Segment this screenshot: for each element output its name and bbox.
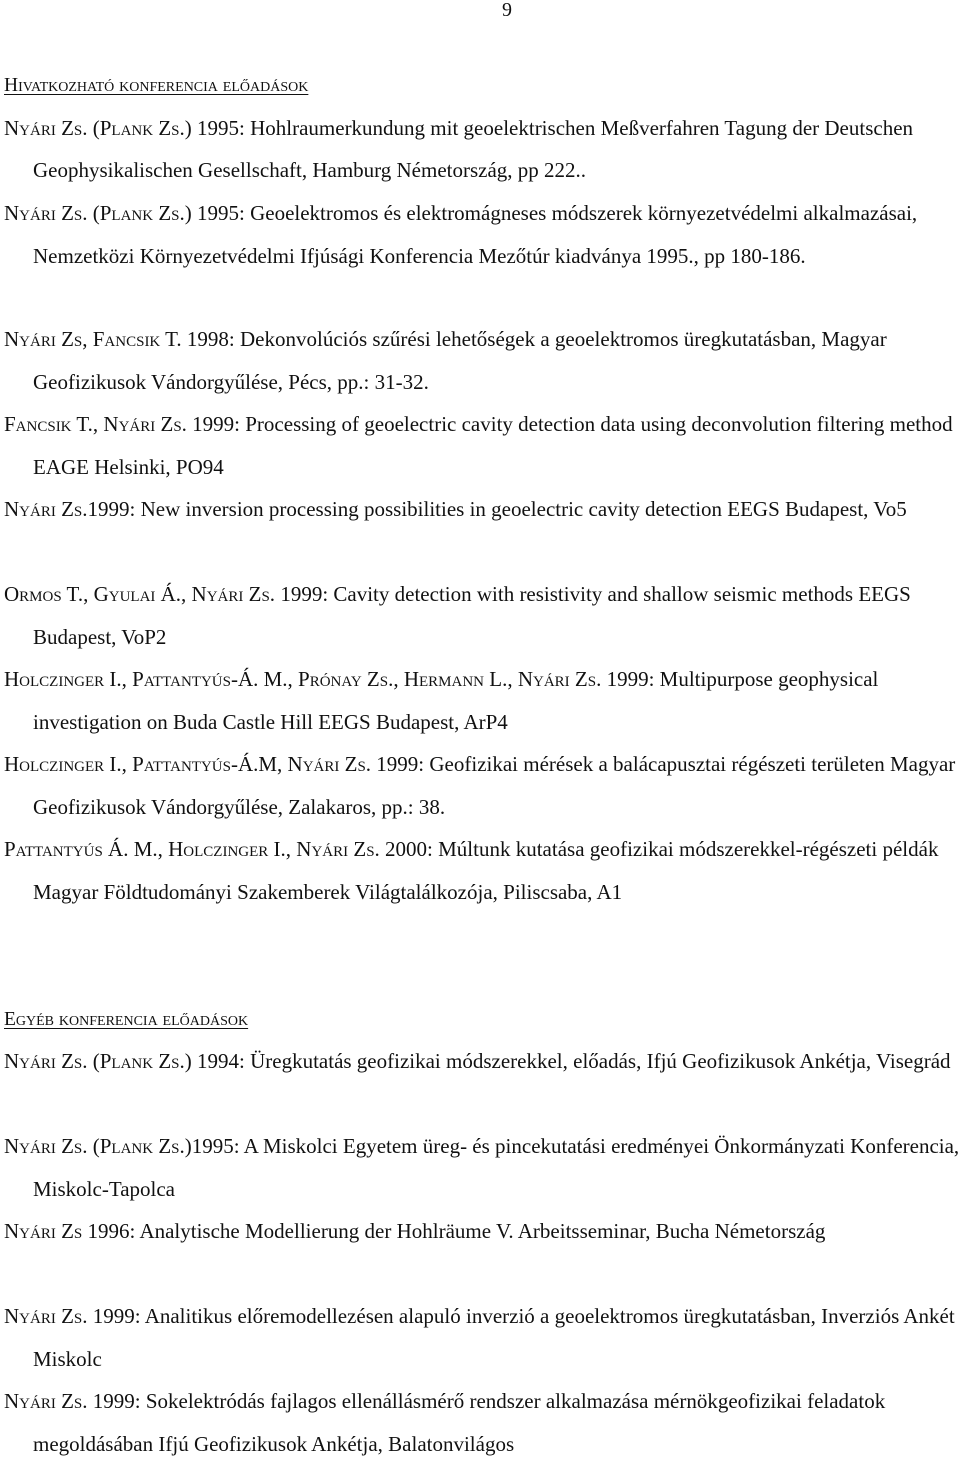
reference-authors: Fancsik T., Nyári Zs. (4, 412, 187, 436)
section-heading-citable: Hivatkozható konferencia előadások (4, 75, 309, 96)
reference-text: 1999: Multipurpose geophysical investigation on Buda Castle Hill EEGS Budapest, ArP4 (33, 667, 879, 734)
reference-text: 1999: Processing of geoelectric cavity detection data using deconvolution filtering method EAGE Helsinki, PO94 (33, 412, 953, 479)
reference-authors: Nyári Zs, Fancsik T. (4, 327, 182, 351)
reference-entry (4, 573, 960, 658)
reference-authors: Ormos T., Gyulai Á., Nyári Zs. (4, 582, 276, 606)
section-heading-other: Egyéb konferencia előadások (4, 1009, 249, 1030)
reference-text: 1998: Dekonvolúciós szűrési lehetőségek a geoelektromos üregkutatásban, Magyar Geofizikusok Vándorgyűlése, Pécs, pp.: 31-32. (33, 327, 887, 394)
reference-entry (4, 318, 960, 403)
reference-entry (4, 1040, 960, 1083)
reference-authors: Nyári Zs. (4, 497, 88, 521)
reference-text: 1999: New inversion processing possibilities in geoelectric cavity detection EEGS Budapest, Vo5 (87, 497, 907, 521)
reference-text: 1999: Sokelektródás fajlagos ellenállásmérő rendszer alkalmazása mérnökgeofizikai feladatok megoldásában Ifjú Geofizikusok Ankétja, Balatonvilágos (33, 1389, 886, 1456)
reference-entry (4, 743, 960, 828)
reference-entry (4, 403, 960, 488)
reference-authors: Nyári Zs (4, 1219, 83, 1243)
reference-authors: Nyári Zs. (Plank Zs. (4, 1049, 185, 1073)
reference-entry (4, 828, 960, 913)
reference-text: 1996: Analytische Modellierung der Hohlräume V. Arbeitsseminar, Bucha Németország (82, 1219, 826, 1243)
reference-authors: Pattantyús Á. M., Holczinger I., Nyári Zs. (4, 837, 380, 861)
reference-authors: Holczinger I., Pattantyús-Á. M., Prónay Zs., Hermann L., Nyári Zs. (4, 667, 602, 691)
reference-text: ) 1995: Hohlraumerkundung mit geoelektrischen Meßverfahren Tagung der Deutschen Geophysikalischen Gesellschaft, Hamburg Németország, pp 222.. (33, 116, 914, 182)
reference-entry (4, 1380, 960, 1465)
reference-entry (4, 1210, 960, 1253)
reference-text: 2000: Múltunk kutatása geofizikai módszerekkel-régészeti példák Magyar Földtudományi Szakemberek Világtalálkozója, Piliscsaba, A1 (33, 837, 939, 904)
reference-text: 1999: Geofizikai mérések a balácapusztai régészeti területen Magyar Geofizikusok Vándorgyűlése, Zalakaros, pp.: 38. (33, 752, 956, 819)
reference-text: )1995: A Miskolci Egyetem üreg- és pincekutatási eredményei Önkormányzati Konferencia, Miskolc-Tapolca (33, 1134, 960, 1201)
page-number: 9 (502, 0, 512, 21)
reference-text: 1999: Analitikus előremodellezésen alapuló inverzió a geoelektromos üregkutatásban, Inverziós Ankét Miskolc (33, 1304, 955, 1371)
reference-entry (4, 192, 960, 277)
reference-entry (4, 107, 960, 191)
reference-authors: Nyári Zs. (Plank Zs. (4, 201, 185, 225)
reference-text: ) 1995: Geoelektromos és elektromágneses módszerek környezetvédelmi alkalmazásai, Nemzetközi Környezetvédelmi Ifjúsági Konferencia Mezőtúr kiadványa 1995., pp 180-186. (33, 201, 918, 268)
reference-authors: Nyári Zs. (Plank Zs. (4, 116, 185, 140)
reference-text: 1999: Cavity detection with resistivity and shallow seismic methods EEGS Budapest, VoP2 (33, 582, 911, 649)
reference-entry (4, 1125, 960, 1210)
reference-authors: Nyári Zs. (Plank Zs. (4, 1134, 185, 1158)
reference-authors: Holczinger I., Pattantyús-Á.M, Nyári Zs. (4, 752, 372, 776)
reference-authors: Nyári Zs. (4, 1389, 88, 1413)
reference-entry (4, 488, 960, 531)
reference-entry (4, 658, 960, 743)
reference-entry (4, 1295, 960, 1380)
reference-authors: Nyári Zs. (4, 1304, 88, 1328)
reference-text: ) 1994: Üregkutatás geofizikai módszerekkel, előadás, Ifjú Geofizikusok Ankétja, Visegrád (184, 1049, 951, 1073)
